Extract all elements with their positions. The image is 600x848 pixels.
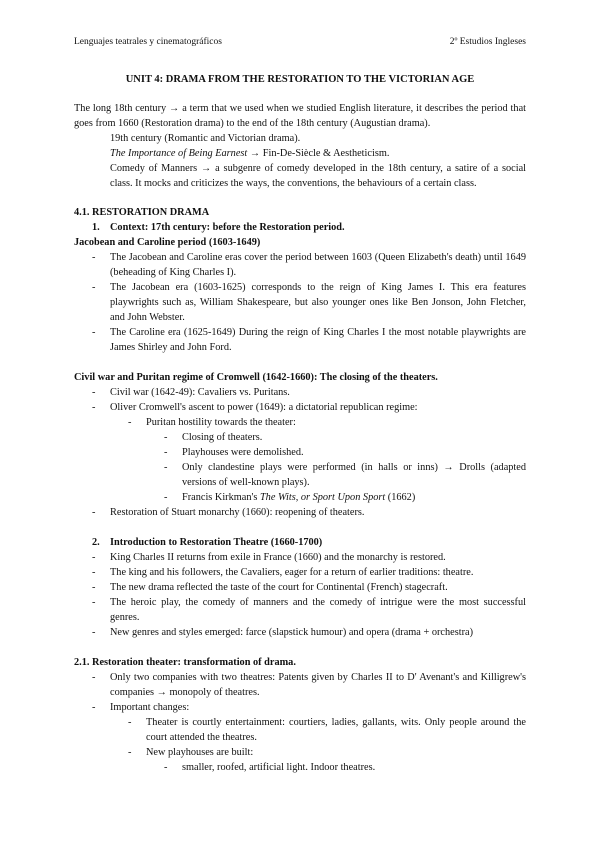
list-item: - Only two companies with two theatres: Patents given by Charles II to D' Avenant's and Killigrew's companies → monopoly of theatres. [74, 670, 526, 700]
jacobean-list [74, 250, 526, 355]
list-item: - Theater is courtly entertainment: courtiers, ladies, gallants, wits. Only people around the court attended the theatres. [110, 715, 526, 745]
list-item-text: Oliver Cromwell's ascent to power (1649): a dictatorial republican regime: [110, 402, 418, 413]
kirkman-year: (1662) [385, 492, 416, 503]
playhouse-list [146, 760, 526, 775]
document-body [74, 72, 526, 775]
list-item: - The heroic play, the comedy of manners and the comedy of intrigue were the most successful genres. [74, 595, 526, 625]
list-item: - King Charles II returns from exile in France (1660) and the monarchy is restored. [74, 550, 526, 565]
list-item-text: Puritan hostility towards the theater: [146, 417, 296, 428]
intro-comedy-of-manners: Comedy of Manners → a subgenre of comedy developed in the 18th century, a satire of a social class. It mocks and criticizes the ways, the conventions, the behaviours of a certain class. [110, 163, 526, 189]
section-heading-transformation: 2.1. Restoration theater: transformation of drama. [74, 657, 296, 668]
list-item [110, 745, 526, 775]
earnest-title: The Importance of Being Earnest [110, 148, 248, 159]
earnest-note: → Fin-De-Siècle & Aestheticism. [247, 148, 390, 159]
list-item: - The new drama reflected the taste of the court for Continental (French) stagecraft. [74, 580, 526, 595]
kirkman-title: The Wits, or Sport Upon Sport [259, 492, 386, 503]
number-label: 2. [92, 537, 100, 548]
subheading-jacobean-caroline: Jacobean and Caroline period (1603-1649) [74, 237, 261, 248]
intro-paragraph: The long 18th century → a term that we used when we studied English literature, it describes the period that goes from 1660 (Restoration drama) to the end of the 18th century (Augustian drama). [74, 103, 526, 129]
number-label: 1. [92, 222, 100, 233]
list-item [74, 400, 526, 505]
list-item: - The Jacobean and Caroline eras cover the period between 1603 (Queen Elizabeth's death) until 1649 (beheading of King Charles I). [74, 250, 526, 280]
restoration-intro-list [74, 550, 526, 640]
list-item-text: Important changes: [110, 702, 190, 713]
section-heading-restoration-drama: 4.1. RESTORATION DRAMA [74, 207, 210, 218]
puritan-sublist [146, 430, 526, 505]
kirkman-author: Francis Kirkman's [182, 492, 260, 503]
numbered-heading-text: Context: 17th century: before the Restoration period. [110, 222, 345, 233]
list-item: - Closing of theaters. [146, 430, 526, 445]
list-item: - New genres and styles emerged: farce (slapstick humour) and opera (drama + orchestra) [74, 625, 526, 640]
list-item: - Playhouses were demolished. [146, 445, 526, 460]
list-item: - The Caroline era (1625-1649) During the reign of King Charles I the most notable playwrights are James Shirley and John Ford. [74, 325, 526, 355]
civil-war-list [74, 385, 526, 520]
list-item: - smaller, roofed, artificial light. Indoor theatres. [146, 760, 526, 775]
page-header [74, 37, 526, 47]
list-item: - The Jacobean era (1603-1625) corresponds to the reign of King James I. This era features playwrights such as, William Shakespeare, but also younger ones like Ben Jonson, John Fletcher, and John Webster. [74, 280, 526, 325]
list-item: - Restoration of Stuart monarchy (1660): reopening of theaters. [74, 505, 526, 520]
list-item [74, 700, 526, 775]
list-item [146, 490, 526, 505]
unit-title: UNIT 4: DRAMA FROM THE RESTORATION TO THE VICTORIAN AGE [125, 74, 475, 85]
list-item-text: New playhouses are built: [146, 747, 254, 758]
changes-list [110, 715, 526, 775]
numbered-heading-text: Introduction to Restoration Theatre (1660-1700) [110, 537, 323, 548]
numbered-heading-intro-restoration [92, 535, 526, 550]
transformation-list [74, 670, 526, 775]
list-item: - The king and his followers, the Cavaliers, eager for a return of earlier traditions: theatre. [74, 565, 526, 580]
intro-19th-century: 19th century (Romantic and Victorian drama). [110, 133, 301, 144]
header-degree: 2º Estudios Ingleses [449, 37, 526, 47]
subheading-civil-war: Civil war and Puritan regime of Cromwell (1642-1660): The closing of the theaters. [74, 372, 438, 383]
header-course: Lenguajes teatrales y cinematográficos [74, 37, 222, 47]
puritan-list [110, 415, 526, 505]
intro-earnest [110, 146, 526, 161]
list-item [110, 415, 526, 505]
list-item: - Only clandestine plays were performed (in halls or inns) → Drolls (adapted versions of well-known plays). [146, 460, 526, 490]
numbered-heading-context [92, 220, 526, 235]
list-item: - Civil war (1642-49): Cavaliers vs. Puritans. [74, 385, 526, 400]
